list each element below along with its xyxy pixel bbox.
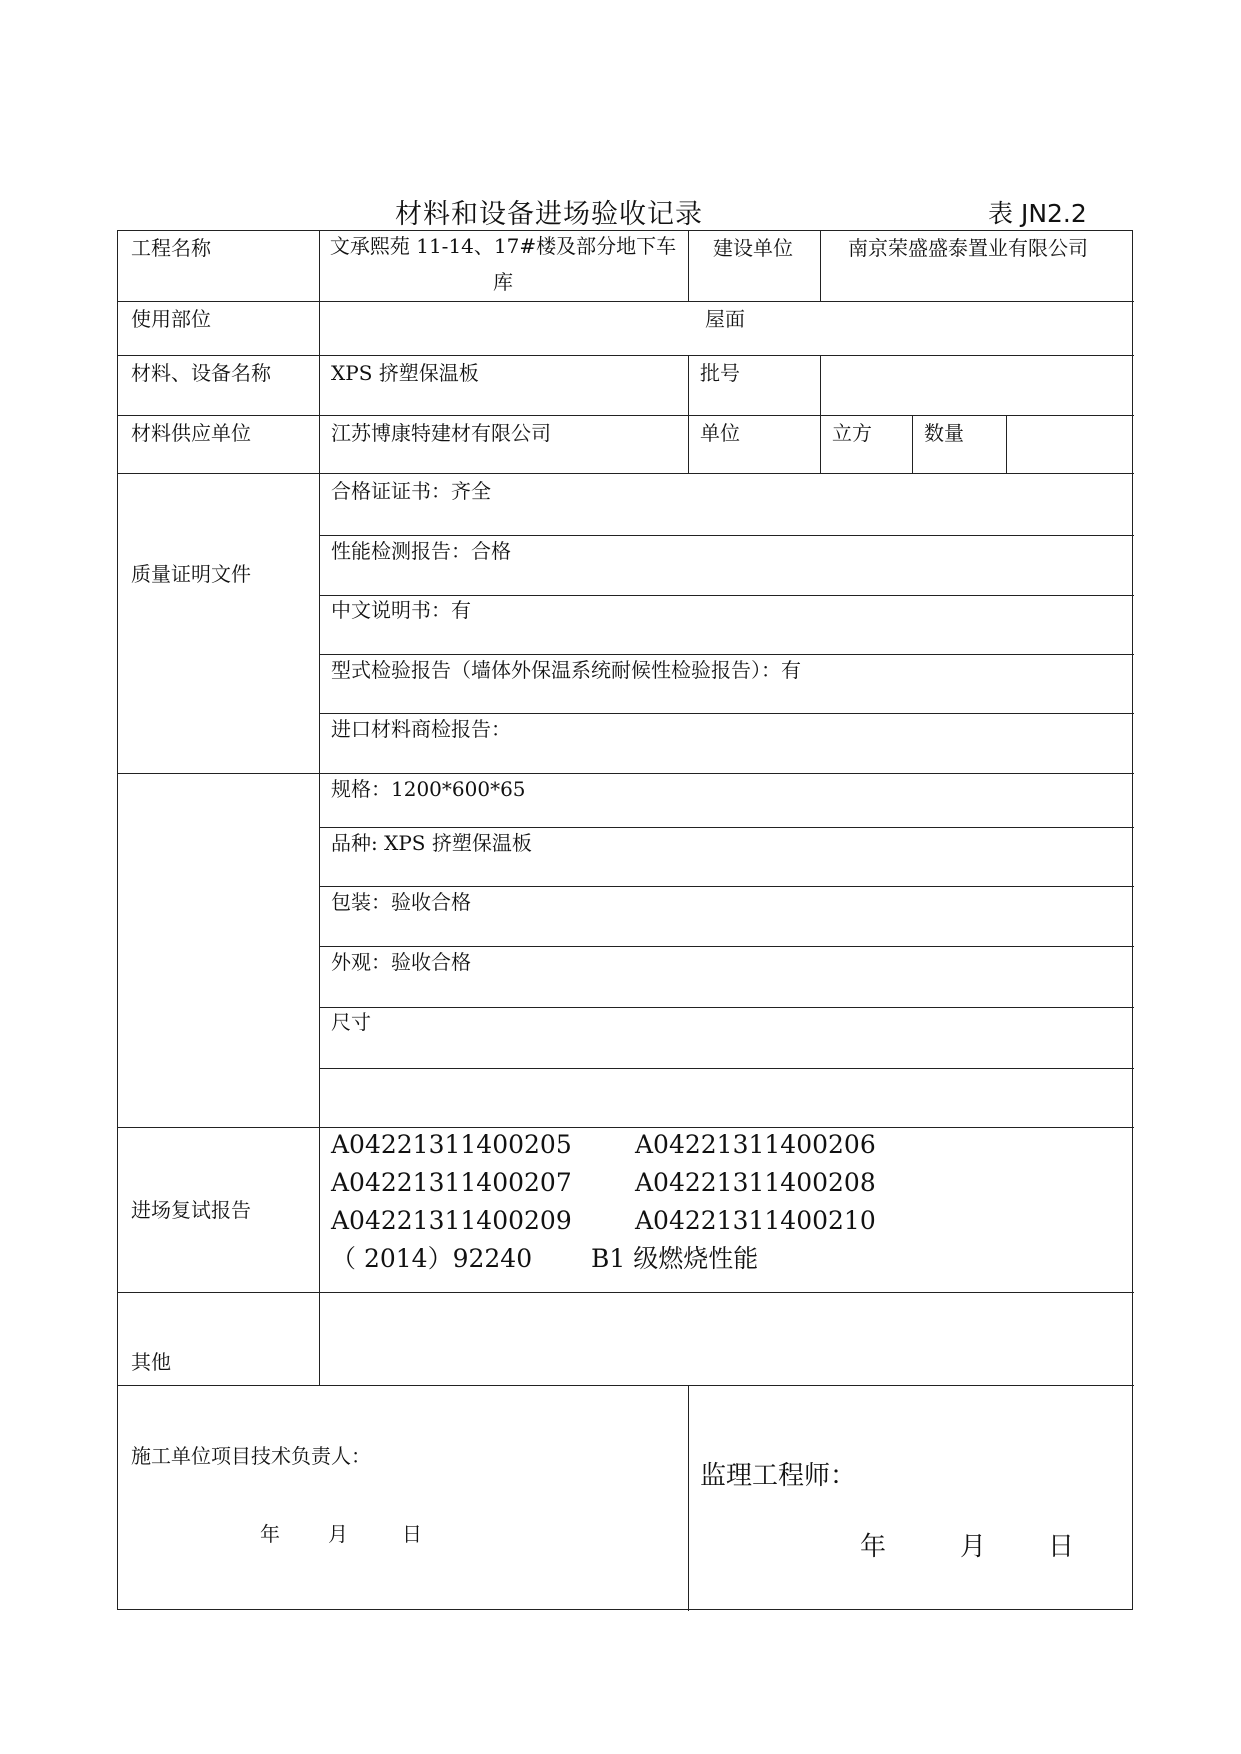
contractor-date-month: 月 — [328, 1522, 348, 1546]
other-label: 其他 — [131, 1350, 171, 1374]
contractor-date-day: 日 — [402, 1522, 422, 1546]
retest-code: A04221311400206 — [635, 1130, 876, 1159]
row-divider — [118, 1127, 1134, 1128]
quantity-label: 数量 — [924, 421, 964, 445]
row-divider — [118, 415, 1134, 416]
row-divider — [319, 1068, 1134, 1069]
row-divider — [319, 886, 1134, 887]
unit-label: 单位 — [700, 421, 740, 445]
quality-item: 合格证证书：齐全 — [331, 479, 491, 503]
row-divider — [319, 827, 1134, 828]
row-divider — [118, 473, 1134, 474]
batch-label: 批号 — [700, 361, 740, 385]
retest-report-number: （ 2014）92240 — [331, 1244, 533, 1273]
acceptance-form — [117, 230, 1133, 1610]
retest-code: A04221311400205 — [331, 1130, 572, 1159]
col-divider — [820, 231, 821, 301]
project-name-value: 文承熙苑 11-14、17#楼及部分地下车库 — [329, 234, 677, 294]
quality-item: 型式检验报告（墙体外保温系统耐候性检验报告）：有 — [331, 658, 801, 682]
col-divider — [1006, 415, 1007, 473]
usage-value: 屋面 — [705, 307, 745, 331]
inspection-item: 品种: XPS 挤塑保温板 — [331, 831, 532, 855]
row-divider — [319, 1007, 1134, 1008]
quality-docs-label: 质量证明文件 — [131, 562, 251, 586]
inspection-item: 尺寸 — [331, 1010, 371, 1034]
row-divider — [319, 654, 1134, 655]
quality-item: 进口材料商检报告： — [331, 717, 511, 741]
material-name-label: 材料、设备名称 — [131, 361, 271, 385]
inspection-item: 规格：1200*600*65 — [331, 777, 526, 801]
row-divider — [118, 773, 1134, 774]
quality-item: 性能检测报告：合格 — [331, 539, 511, 563]
col-divider — [688, 355, 689, 473]
contractor-date-year: 年 — [260, 1522, 280, 1546]
table-number: 表 JN2.2 — [988, 199, 1087, 228]
retest-code: A04221311400210 — [635, 1206, 876, 1235]
supervisor-date-year: 年 — [860, 1532, 887, 1562]
inspection-item: 外观：验收合格 — [331, 950, 471, 974]
supplier-value: 江苏博康特建材有限公司 — [331, 421, 551, 445]
col-divider — [912, 415, 913, 473]
builder-label: 建设单位 — [713, 236, 793, 260]
supervisor-signature-label: 监理工程师： — [700, 1461, 857, 1491]
page-title: 材料和设备进场验收记录 — [395, 199, 703, 230]
supervisor-date-day: 日 — [1048, 1532, 1075, 1562]
supplier-label: 材料供应单位 — [131, 421, 251, 445]
retest-code: A04221311400208 — [635, 1168, 876, 1197]
col-divider — [319, 231, 320, 1385]
col-divider — [688, 1385, 689, 1611]
row-divider — [319, 713, 1134, 714]
row-divider — [118, 1292, 1134, 1293]
row-divider — [118, 355, 1134, 356]
retest-report-note: B1 级燃烧性能 — [591, 1244, 759, 1273]
retest-code: A04221311400207 — [331, 1168, 572, 1197]
unit-value: 立方 — [832, 421, 872, 445]
retest-label: 进场复试报告 — [131, 1198, 251, 1222]
col-divider — [688, 231, 689, 301]
row-divider — [319, 595, 1134, 596]
usage-label: 使用部位 — [131, 307, 211, 331]
inspection-item: 包装：验收合格 — [331, 890, 471, 914]
col-divider — [820, 355, 821, 473]
quality-item: 中文说明书：有 — [331, 598, 471, 622]
contractor-signature-label: 施工单位项目技术负责人： — [131, 1444, 371, 1468]
material-name-value: XPS 挤塑保温板 — [331, 361, 479, 385]
project-name-label: 工程名称 — [131, 236, 211, 260]
row-divider — [118, 301, 1134, 302]
builder-value: 南京荣盛盛泰置业有限公司 — [848, 236, 1088, 260]
row-divider — [118, 1385, 1134, 1386]
row-divider — [319, 535, 1134, 536]
row-divider — [319, 946, 1134, 947]
supervisor-date-month: 月 — [960, 1532, 987, 1562]
retest-code: A04221311400209 — [331, 1206, 572, 1235]
